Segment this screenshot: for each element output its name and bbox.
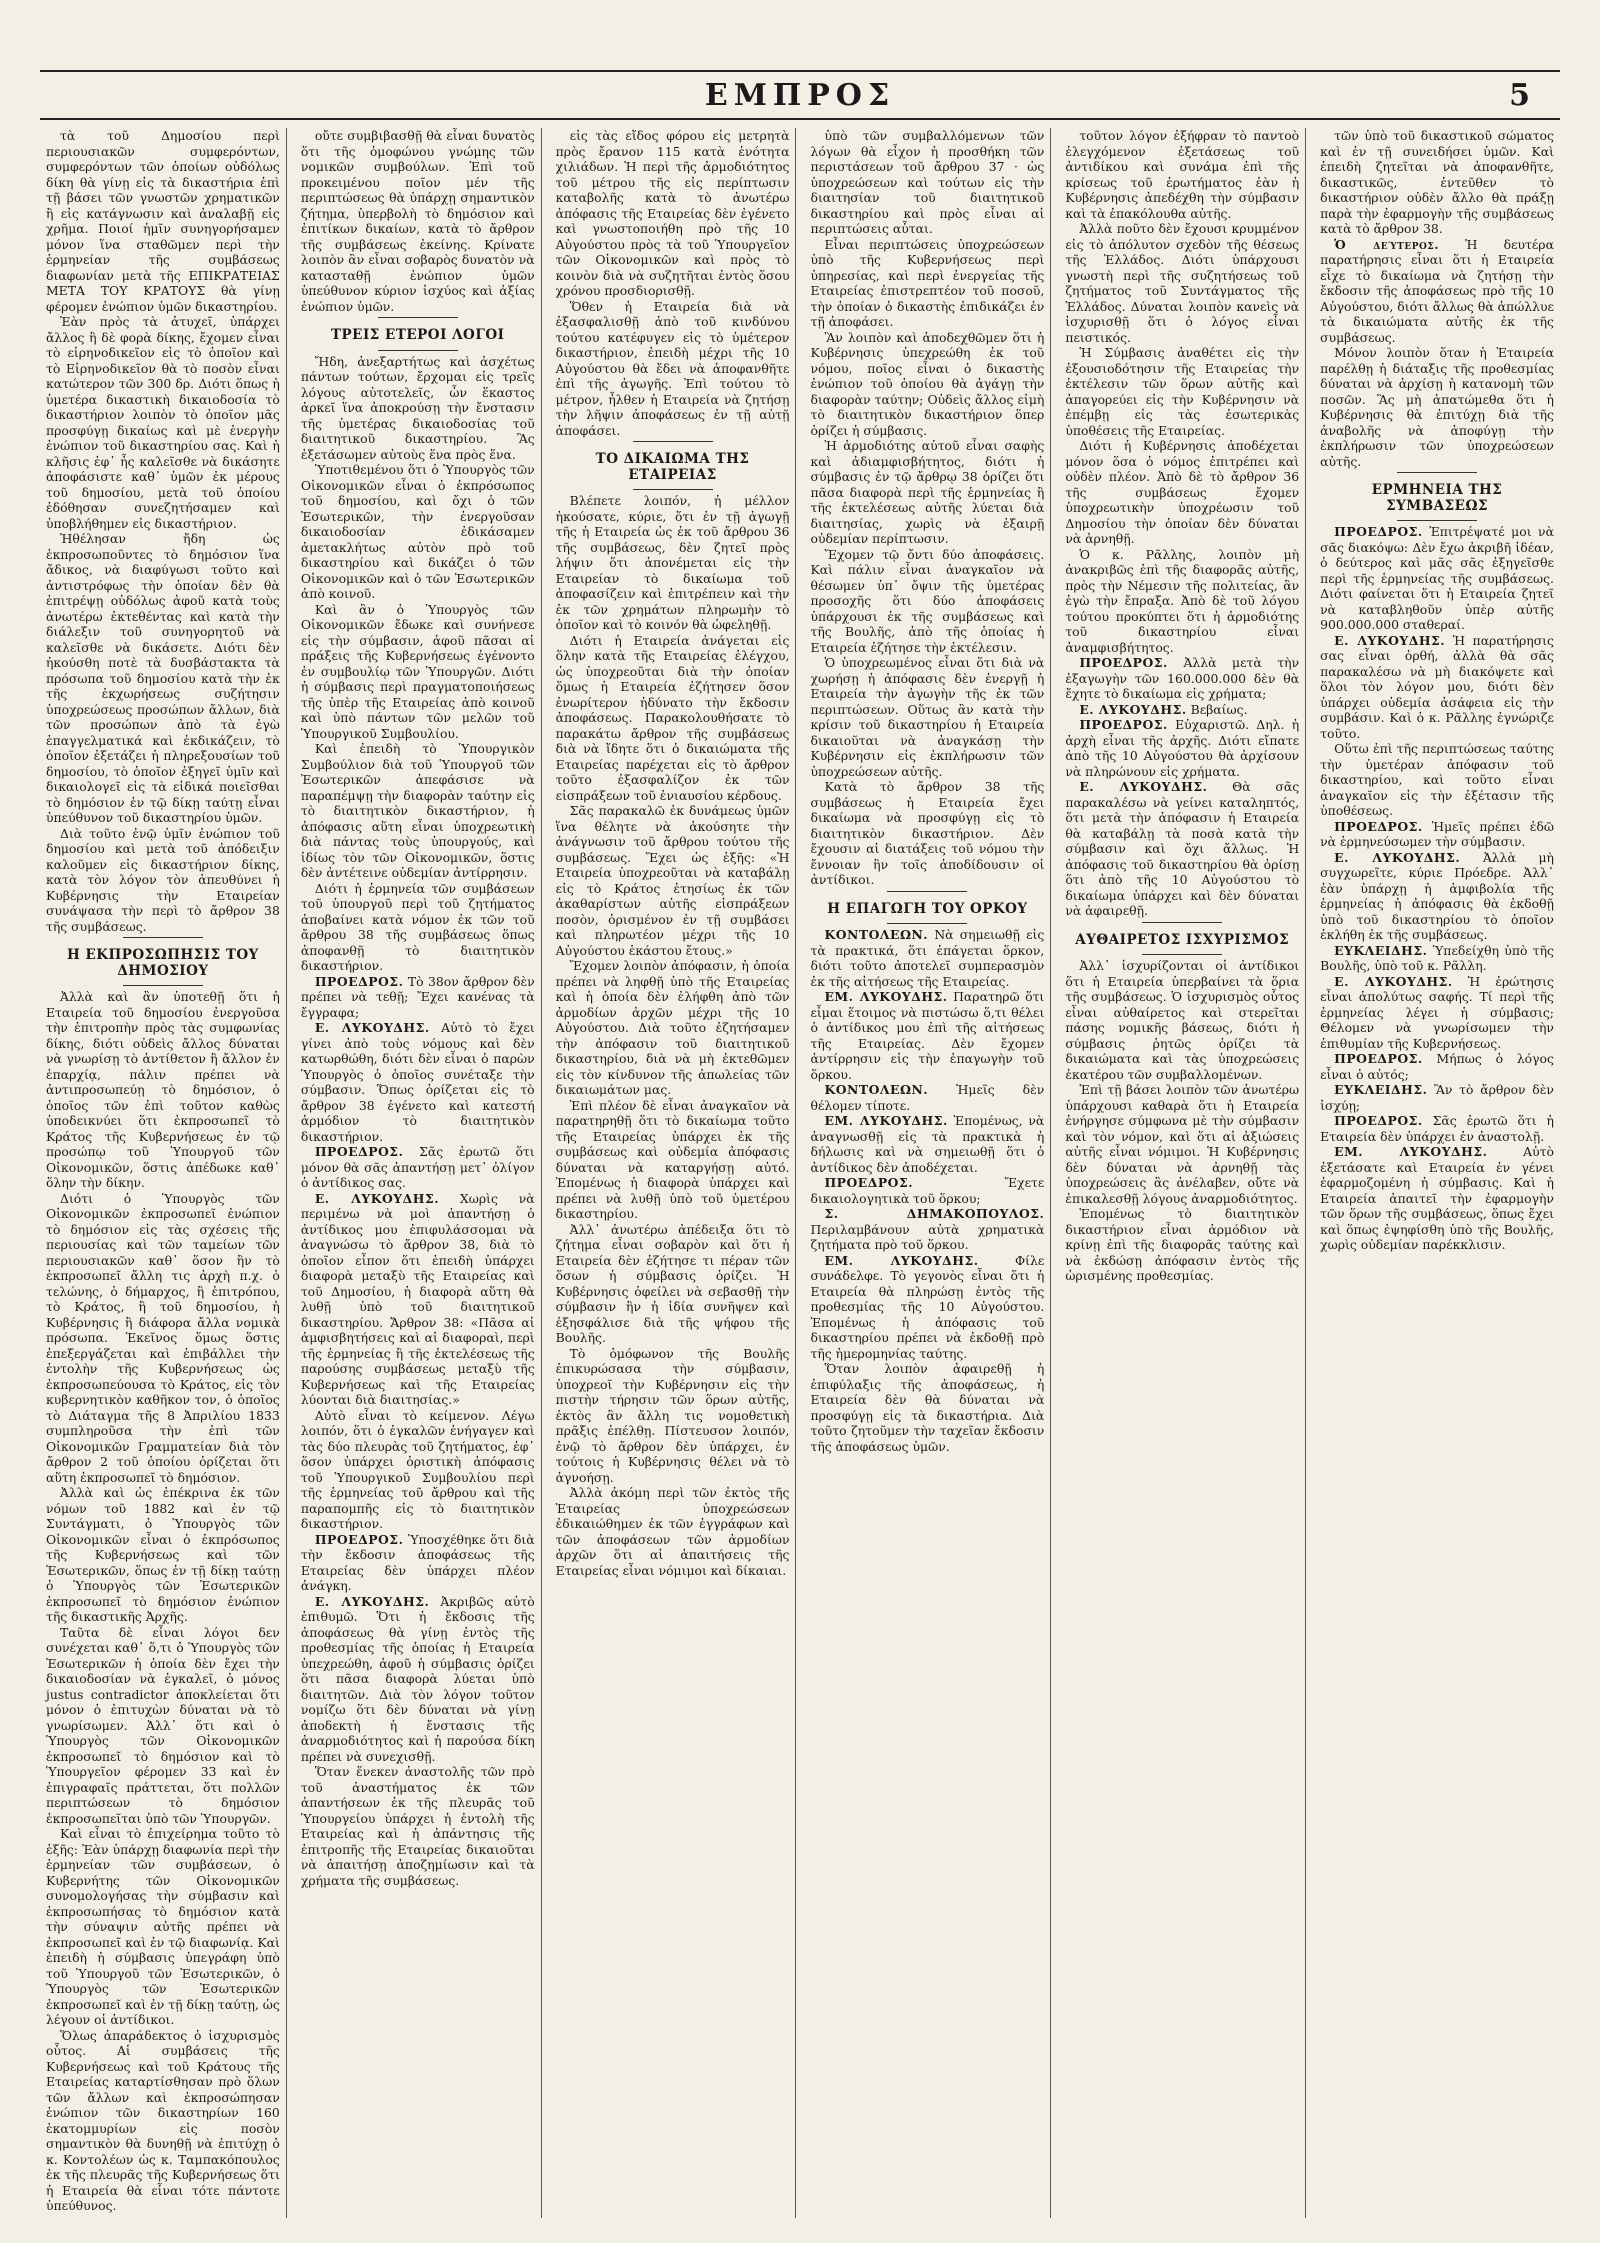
article-paragraph — [301, 1594, 535, 1765]
paragraph-text: Ἀλλὰ καὶ ἂν ὑποτεθῇ ὅτι ἡ Εταιρεία τοῦ δημοσίου ἐνεργοῦσα τὴν ἐπιτροπὴν πρὸς τὰς συμφωνίας δίκης, διότι οὐδεὶς ἄλλος δύναται νὰ γνωρίσῃ τὸ ἀντίθετον ἢ ἄλλον ἐν ἐπαρχίᾳ, πάλιν πρέπει νὰ ἀντιπροσωπεύῃ τὸ δημόσιον, ὁ ὁποῖος τῶν ἐπὶ τοῦτον καθὼς ὑποδεικνύει ὅτι ἐκπροσωπεῖ τὸ Κράτος τῆς Κυβερνήσεως ἐν τῷ προσώπῳ τοῦ Ὑπουργοῦ τῶν Οἰκονομικῶν, ὅστις ἀπέδωκε καθ᾽ ὅλην τὴν δίκην. — [46, 989, 280, 1190]
paragraph-text: Ἡ ἐρώτησις εἶναι ἀπολύτως σαφής. Τί περὶ τῆς ἐρμηνείας λέγει ἡ σύμβασις; Θέλομεν νὰ γνωρίσωμεν τὴν ἐπιθυμίαν τῆς Κυβερνήσεως. — [1320, 973, 1554, 1051]
speaker-name: ΠΡΟΕΔΡΟΣ. — [314, 1531, 404, 1547]
article-paragraph — [810, 989, 1044, 1082]
speaker-name: ΕΥΚΛΕΙΔΗΣ. — [1334, 1082, 1428, 1097]
article-paragraph — [1065, 717, 1299, 779]
article-paragraph — [556, 1485, 790, 1578]
paragraph-text: Διότι ὁ Ὑπουργὸς τῶν Οἰκονομικῶν ἐκπροσωπεῖ ἐνώπιον τὸ δημόσιον εἰς τὰς σχέσεις τῆς περιουσίας καὶ τῶν ταμείων τῶν περιουσιακῶν καθ᾽ ὅσον ἢν τὸ ἐκπροσωπεῖ ἄλλη τις ἀρχὴ π.χ. ὁ τελώνης, ὁ δήμαρχος, ἢ ἐπιτρόπου, τὸ Κράτος, ἢ τοῦ δημοσίου, ἡ Κυβέρνησις ἢ διάφορα ἄλλα νομικὰ πρόσωπα. Ἐκεῖνος ὅμως ὅστις ἐπεξεργάζεται καὶ ἐπιβάλλει τὴν ἐντολὴν τῆς Κυβερνήσεως ὡς ἐκπροσωπεύουσα τὸ Κράτος, εἰς τὸν κυβερνητικὸν καθῆκον τον, ὁ ὁποῖος τὸ Διάταγμα τῆς 8 Ἀπριλίου 1833 συμπληροῦσα τὴν ἐπὶ τῶν Οἰκονομικῶν Γραμματείαν διὰ τὸν ἄρθρον 2 τοῦ ὁποίου ὁρίζεται ὅτι αὕτη ἐκπροσωπεῖ τὸ δημόσιον. — [46, 1190, 280, 1485]
article-paragraph — [1320, 850, 1554, 943]
article-paragraph — [1065, 1206, 1299, 1284]
paragraph-text: Μήπως ὁ λόγος εἶναι ὁ αὐτός; — [1320, 1051, 1554, 1082]
section-headline: ΕΡΜΗΝΕΙΑ ΤΗΣ ΣΥΜΒΑΣΕΩΣ — [1371, 482, 1503, 514]
paragraph-text: Ἔχομεν τῷ ὄντι δύο ἀποφάσεις. Καὶ πάλιν εἶναι ἀναγκαῖον νὰ θέσωμεν ὑπ᾽ ὄψιν τῆς ὑμετέρας προσοχῆς ὅτι δύο ἀποφάσεις ὑπάρχουσι ἐκ τῆς συμβάσεως καὶ τῆς Βουλῆς, ἀπὸ τῆς ὁποίας ἡ Εταιρεία ἐζήτησε τὴν ἐκτέλεσιν. — [810, 546, 1045, 655]
article-paragraph — [810, 655, 1044, 779]
article-paragraph — [301, 974, 535, 1021]
article-paragraph — [810, 1361, 1044, 1454]
paragraph-text: Καὶ ἂν ὁ Ὑπουργὸς τῶν Οἰκονομικῶν ἔδωκε καὶ συνήνεσε εἰς τὴν σύμβασιν, ἀφοῦ πᾶσαι αἱ πράξεις τῆς Κυβερνήσεως ἐγένοντο ἐν συμβουλίῳ τῶν Ὑπουργῶν. Διότι ἡ σύμβασις περὶ πραγματοποιήσεως τῆς ὑπὲρ τῆς Εταιρείας ἀπὸ κοινοῦ καὶ ὑπὸ πάντων τῶν μελῶν τοῦ Ὑπουργικοῦ Συμβουλίου. — [300, 601, 535, 741]
paragraph-text: τὰ τοῦ Δημοσίου περὶ περιουσιακῶν συμφερόντων, συμφερόντων τῶν ὁποίων οὐδόλως δίκη θὰ γίνῃ εἰς τὰ δικαστήρια ἐπὶ τῇ βάσει τῶν γνωστῶν χρηματικῶν ἢ εἰς κατάγνωσιν καὶ ἀναλαβῇ εἰς χρῆμα. Ποιοί ἡμῖν συνηγορήσαμεν μόνον ἵνα σταθῶμεν περὶ τὴν ἑρμηνείαν τῆς συμβάσεως διαφωνίαν μετὰ τῆς ΕΠΙΚΡΑΤΕΙΑΣ ΜΕΤΑ ΤΟΥ ΚΡΑΤΟΥΣ θὰ γίνῃ φέρομεν ἐνώπιον ὑμῶν δικαστηρίου. — [46, 128, 280, 314]
article-paragraph — [1320, 1144, 1554, 1253]
column-5 — [1059, 128, 1306, 2218]
article-paragraph — [46, 1191, 280, 1486]
speaker-name: ΕΜ. ΛΥΚΟΥΔΗΣ. — [1334, 1144, 1488, 1159]
article-paragraph — [1320, 345, 1554, 469]
paragraph-text: Ἔχομεν λοιπὸν ἀπόφασιν, ἡ ὁποία πρέπει νὰ ληφθῇ ὑπὸ τῆς Εταιρείας καὶ ἡ ὁποία δὲν ἐλήφθη ἀπὸ τῶν ἀρμοδίων ἀρχῶν μέχρι τῆς 10 Αὐγούστου. Διὰ τοῦτο ἐζητήσαμεν τὴν ἀπόφασιν τοῦ διαιτητικοῦ δικαστηρίου, διὰ νὰ μὴ ἐκτεθῶμεν εἰς τὸν κίνδυνον τῆς ἀπωλείας τῶν δικαιωμάτων μας. — [555, 958, 790, 1097]
article-paragraph — [810, 927, 1044, 989]
paragraph-text: Ἐπιτρέψατέ μοι νὰ σᾶς διακόψω: Δὲν ἔχω ἀκριβῆ ἰδέαν, ὁ δεύτερος καὶ μᾶς σᾶς ἐξηγεῖσθε περὶ τῆς ἑρμηνείας τῆς συμβάσεως. Διότι φαίνεται ὅτι ἡ Εταιρεία ζητεῖ νὰ καταβληθοῦν ὑπὲρ αὐτῆς 900.000.000 σταθεραί. — [1320, 524, 1554, 632]
paragraph-text: Αὐτὸ ἐξετάσατε καὶ Εταιρεία ἐν γένει ἐφαρμοζομένη ἡ σύμβασις. Καὶ ἡ Εταιρεία ἀπαιτεῖ τὴν ἐφαρμογὴν τῶν ὅρων τῆς συμβάσεως, ὅπως ἔχει καὶ ὅπως ἐψηφίσθη ὑπὸ τῆς Βουλῆς, χωρὶς οὐδεμίαν παρέκκλισιν. — [1320, 1144, 1554, 1252]
paragraph-text: Αὐτὸ τὸ ἔχει γίνει ἀπὸ τοὺς νόμους καὶ δὲν κατωρθώθη, διότι δὲν εἶναι ὁ παρὼν Ὑπουργὸς ὁ ὁποῖος συνέταξε τὴν σύμβασιν. Ὅπως ὁρίζεται εἰς τὸ ἄρθρον 38 ἐγένετο καὶ κατεστή ἀρμόδιον τὸ διαιτητικὸν δικαστήριον. — [300, 1020, 535, 1144]
paragraph-text: Διὰ τοῦτο ἐνῷ ὑμῖν ἐνώπιον τοῦ δημοσίου καὶ μετὰ τοῦ ἀπόδειξιν καλοῦμεν εἰς δικαστήριον δίκης, κατὰ τὸν λόγον τὸν ἀπευθύνει ἡ Κυβέρνησις τὴν Εταιρείαν συνάψασα τὴν περὶ τὸ ἄρθρον 38 τῆς συμβάσεως. — [46, 825, 280, 934]
page-number: 5 — [1509, 78, 1530, 113]
article-paragraph — [1065, 779, 1299, 919]
paragraph-text: Ὅλως ἀπαράδεκτος ὁ ἰσχυρισμὸς οὗτος. Αἱ συμβάσεις τῆς Κυβερνήσεως καὶ τοῦ Κράτους τῆς Εταιρείας καταρτίσθησαν πρὸ ὅλων τῶν ἄλλων καὶ ἐκπροσώπησαν ἐνώπιον τῶν δικαστηρίων 160 ἑκατομμυρίων εἰς ποσὸν σημαντικὸν θὰ δυνηθῇ νὰ ἐπιτύχῃ ὁ κ. Κοντολέων ὡς κ. Ταμπακόπουλος ἐκ τῆς πλευρᾶς τῆς Κυβερνήσεως ὅτι ἡ Εταιρεία θὰ εἶναι τότε πάντοτε ὑπεύθυνος. — [46, 2027, 280, 2213]
speaker-name: Ε. ΛΥΚΟΥΔΗΣ. — [1079, 701, 1187, 717]
speaker-name: ΠΡΟΕΔΡΟΣ. — [1079, 717, 1168, 732]
section-rule — [123, 985, 203, 986]
speaker-name: ΠΡΟΕΔΡΟΣ. — [1334, 1051, 1423, 1066]
article-paragraph — [1320, 1051, 1554, 1082]
paragraph-text: Ἡ ἀρμοδιότης αὐτοῦ εἶναι σαφὴς καὶ ἀδιαμφισβήτητος, διότι ἡ σύμβασις ἐν τῷ ἄρθρῳ 38 ὁρίζει ὅτι πᾶσα διαφορὰ περὶ τῆς ἑρμηνείας ἢ τῆς ἐκτελέσεως αὐτῆς λύεται διὰ διαιτησίας, χωρὶς νὰ ἐξαιρῇ οὐδεμίαν περίπτωσιν. — [810, 438, 1045, 546]
paragraph-text: Ἀλλ᾽ ἀνωτέρω ἀπέδειξα ὅτι τὸ ζήτημα εἶναι σοβαρὸν καὶ ὅτι ἡ Εταιρεία δὲν ἐζήτησε τι πέραν τῶν ὅσων ἡ σύμβασις ὁρίζει. Ἡ Κυβέρνησις ὀφείλει νὰ σεβασθῇ τὴν σύμβασιν ἣν ἡ ἰδία συνῆψεν καὶ ἐξησφάλισε διὰ τῆς ψήφου τῆς Βουλῆς. — [555, 1221, 790, 1345]
section-headline: ΑΥΘΑΙΡΕΤΟΣ ΙΣΧΥΡΙΣΜΟΣ — [1075, 931, 1290, 948]
paragraph-text: Ἔχετε δικαιολογητικὰ τοῦ ὅρκου; — [810, 1175, 1045, 1206]
section-rule — [887, 923, 967, 924]
speaker-name: Ε. ΛΥΚΟΥΔΗΣ. — [1334, 973, 1453, 989]
paragraph-text: Ἀλλὰ ποῦτο δὲν ἔχουσι κρυμμένον εἰς τὸ ἀπόλυτον σχεδὸν τῆς θέσεως τῆς Ἑλλάδος. Διότι ὑπάρχουσι γνωστὴ περὶ τῆς συζητήσεως τοῦ ζητήματος τοῦ Συντάγματος τῆς Ἑλλάδος. Δύναται λοιπὸν κανεὶς νὰ ἰσχυρισθῇ ὅτι ὁ λόγος εἶναι πειστικός. — [1065, 221, 1300, 345]
paragraph-text: Χωρὶς νὰ περιμένω νὰ μοὶ ἀπαντήσῃ ὁ ἀντίδικος μου ἐπιφυλάσσομαι νὰ ἀναγνώσω τὸ ἄρθρον 38, διὰ τὸ ὁποῖον εἶπον ὅτι ἐπειδὴ ὑπάρχει διαφορὰ μεταξὺ τῆς Εταιρείας καὶ τοῦ Δημοσίου, ἡ διαφορὰ αὕτη θὰ λυθῇ ὑπὸ τοῦ διαιτητικοῦ δικαστηρίου. Ἄρθρον 38: «Πᾶσα αἱ ἀμφισβητήσεις καὶ αἱ διαφοραὶ, περὶ τῆς ἑρμηνείας ἢ τῆς ἐκτελέσεως τῆς παρούσης συμβάσεως μεταξὺ τῆς Κυβερνήσεως καὶ τῆς Εταιρείας λύονται διὰ διαιτησίας.» — [300, 1190, 535, 1407]
article-paragraph — [301, 354, 535, 463]
paragraph-text: Σᾶς ἐρωτῶ ὅτι ἡ Εταιρεία δὲν ὑπάρχει ἐν ἀναστολῇ. — [1320, 1113, 1554, 1144]
speaker-name: ΠΡΟΕΔΡΟΣ. — [1079, 655, 1168, 670]
paragraph-text: Ἤδη, ἀνεξαρτήτως καὶ ἀσχέτως πάντων τούτων, ἔρχομαι εἰς τρεῖς λόγους αὐτοτελεῖς, ὧν ἕκαστος ἀρκεῖ ἵνα ἀποκρούσῃ τὴν ἔνστασιν τῆς ὑμετέρας δικαιοδοσίας τοῦ διαιτητικοῦ δικαστηρίου. Ἂς ἐξετάσωμεν αὐτοὺς ἕνα πρὸς ἕνα. — [300, 353, 535, 462]
paragraph-text: εἰς τὰς εἴδος φόρου εἰς μετρητὰ πρὸς ἔρανον 115 κατὰ ἑνότητα χιλιάδων. Ἡ περὶ τῆς ἀρμοδιότητος τοῦ μέτρου τῆς εἰς περίπτωσιν καταβολῆς κατὰ τὸ ἀνωτέρω ἀπόφασις τῆς Εταιρείας δὲν ἐγένετο καὶ γνωστοποιήθη πρὸ τῆς 10 Αὐγούστου πρὸς τὰ τοῦ Ὑπουργεῖον τῶν Οἰκονομικῶν καὶ πρὸς τὸ κοινὸν διὰ νὰ συζητῆται ἐντὸς ὅσου χρόνου προσδιορισθῇ. — [555, 128, 790, 298]
speaker-name: ΠΡΟΕΔΡΟΣ. — [314, 973, 404, 989]
paragraph-text: Καὶ ἐπειδὴ τὸ Ὑπουργικὸν Συμβούλιον διὰ τοῦ Ὑπουργοῦ τῶν Ἐσωτερικῶν ἀπεφάσισε νὰ παραπέμψῃ τὴν διαφορὰν ταύτην εἰς τὸ διαιτητικὸν δικαστήριον, ἡ ἀπόφασις αὕτη εἶναι ὑποχρεωτικὴ διὰ πάντας τοὺς ὑπουργούς, καὶ ἰδίως τὸν τῶν Οἰκονομικῶν, ὅστις δὲν ἀντέτεινε οὐδεμίαν ἀντίρρησιν. — [300, 741, 535, 880]
paragraph-text: Ὅθεν ἡ Εταιρεία διὰ νὰ ἐξασφαλισθῇ ἀπὸ τοῦ κινδύνου τούτου κατέφυγεν εἰς τὸ ὑμέτερον δικαστήριον, ἐπειδὴ μέχρι τῆς 10 Αὐγούστου θὰ ἔδει νὰ ἀποφανθῆτε ἐπὶ τῆς ἀγωγῆς. Ἐπὶ τούτου τὸ μέτρον, ἦλθεν ἡ Εταιρεία νὰ ζητήσῃ τὴν λῆψιν ἀποφάσεως ἐν τῇ αὐτῇ ἀποφάσει. — [555, 298, 790, 438]
article-paragraph — [810, 438, 1044, 547]
article-paragraph — [1320, 633, 1554, 742]
section-rule — [1397, 472, 1477, 473]
article-columns — [40, 128, 1560, 2218]
speaker-name: Ε. ΛΥΚΟΥΔΗΣ. — [314, 1190, 440, 1206]
speaker-name: ΠΡΟΕΔΡΟΣ. — [314, 1144, 404, 1159]
article-paragraph — [1065, 221, 1299, 345]
article-paragraph — [46, 989, 280, 1191]
article-paragraph — [46, 531, 280, 826]
section-rule — [633, 489, 713, 490]
paragraph-text: Σᾶς παρακαλῶ ἐκ δυνάμεως ὑμῶν ἵνα θέλητε νὰ ἀκούσητε τὴν ἀνάγνωσιν τοῦ ἄρθρου τούτου τῆς συμβάσεως. Ἔχει ὡς ἑξῆς: «Ἡ Εταιρεία ὑποχρεοῦται νὰ καταβάλῃ εἰς τὸ Κράτος ἐτησίως ἐκ τῶν ἀκαθαρίστων αὐτῆς εἰσπράξεων ποσὸν, ὁρισμένον ἐν τῇ συμβάσει καὶ πληρωτέον μέχρι τῆς 10 Αὐγούστου ἑκάστου ἔτους.» — [555, 803, 790, 958]
paragraph-text: Ὁ κ. Ρᾶλλης, λοιπὸν μὴ ἀνακριβῶς ἐπὶ τῆς διαφορᾶς αὐτῆς, πρὸς τὴν Νέμεσιν τῆς πολιτείας, ἂν ἐγὼ τὴν ἔπραξα. Ἀπὸ δὲ τοῦ λόγου τούτου προκύπτει ὅτι ἡ ἀρμοδιότης τοῦ δικαστηρίου εἶναι ἀναμφισβήτητος. — [1065, 546, 1300, 655]
speaker-name: Ε. ΛΥΚΟΥΔΗΣ. — [1079, 779, 1208, 794]
paragraph-text: Εὐχαριστῶ. Δηλ. ἡ ἀρχὴ εἶναι τῆς ἀρχῆς. Διότι εἴπατε ἀπὸ τῆς 10 Αὐγούστου θὰ ἀρχίσουν νὰ πληρώνουν εἰς χρήματα. — [1065, 717, 1300, 779]
article-paragraph — [301, 1764, 535, 1888]
section-rule — [633, 441, 713, 442]
article-paragraph — [1320, 1113, 1554, 1144]
paragraph-text: Ἠθέλησαν ἤδη ὡς ἐκπροσωποῦντες τὸ δημόσιον ἵνα ἄδικος, νὰ διαφύγωσι τοῦτο καὶ ἀντιστρόφως τὴν ὁποίαν δὲν θὰ ἐπιτρέψῃ οὐδόλως ἀφοῦ κατὰ τοὺς ἀνωτέρω ἐκτεθέντας καὶ κατὰ τὴν διάλεξιν τοῦ συνηγορητοῦ νὰ καλεῖσθε νὰ δικάσετε. Διότι δὲν ἠκούσθη ποτὲ τὰ δυσβάστακτα τὰ πρόσωπα τοῦ δημοσίου κατὰ τὴν ἐκ τῆς ἐκχωρήσεως συζήτησιν ὑποχρεώσεως προσώπων ἄλλων, διὰ τῶν προσώπων ἀπὸ τὰ ἐγὼ ἐπαγγελματικά καὶ ἐκδικάζειν, τὸ ὁποῖον ἐξετάζει ἡ πληρεξουσίων τοῦ δημοσίου, τὸ ὁποῖον ἐξηγεῖ ὑμῖν καὶ δικαιολογεῖ εἰς τὰ εἰδικά ποιεῖσθαι τὸ δημόσιον ἐν τῷ δίκῃ ταύτῃ εἶναι ὑπεύθυνον τοῦ δικαστηρίου ὑμῶν. — [46, 531, 280, 825]
speaker-name: ΚΟΝΤΟΛΕΩΝ. — [824, 1082, 929, 1097]
article-paragraph — [810, 547, 1044, 656]
article-paragraph — [556, 128, 790, 299]
paragraph-text: Ἀλλὰ μὴ συγχωρεῖτε, κύριε Πρόεδρε. Ἀλλ᾽ ἐὰν ὑπάρχῃ ἡ ἀμφιβολία τῆς ἑρμηνείας ἡ ἀπόφασις θὰ ἐκδοθῇ ὑπὸ τοῦ δικαστηρίου τὸ ὁποῖον ἐκλήθη ἐκ τῆς συμβάσεως. — [1320, 849, 1554, 942]
speaker-name: Ε. ΛΥΚΟΥΔΗΣ. — [314, 1020, 430, 1035]
section-rule — [1142, 922, 1222, 923]
article-paragraph — [556, 633, 790, 804]
paragraph-text: Διότι ἡ Εταιρεία ἀνάγεται εἰς ὅλην κατὰ τῆς Εταιρείας ἐλέγχου, ὡς ὑποχρεοῦται διὰ τὴν ὁποίαν ὅμως ἡ Εταιρεία ἐζήτησεν ὅσον ἐνωρίτερον ἡδύνατο τὴν ἔκδοσιν ἀποφάσεως. Παρακολουθήσατε τὸ παρακάτω ἄρθρον τῆς συμβάσεως διὰ νὰ ἴδητε ὅτι ὁ δικαιώματα τῆς Εταιρείας παρέχεται εἰς τὸ ἄρθρον τοῦτο ἐξασφαλίζον ἐκ τῶν εἰσπράξεων τοῦ ἐνιαυσίου κέρδους. — [555, 632, 790, 803]
section-rule — [1397, 520, 1477, 521]
article-paragraph — [1320, 819, 1554, 850]
article-paragraph — [46, 128, 280, 314]
article-paragraph — [1065, 345, 1299, 438]
paragraph-text: Ἡμεῖς δὲν θέλομεν τίποτε. — [810, 1082, 1045, 1113]
paragraph-text: Ὅταν ἕνεκεν ἀναστολῆς τῶν πρὸ τοῦ ἀναστήματος ἐκ τῶν ἀπαντήσεων ἐκ τῆς πλευρᾶς τοῦ Ὑπουργείου ὑπάρχει ἡ ἐντολὴ τῆς Εταιρείας καὶ ἡ ἀπάντησις τῆς ἐπιτροπῆς τῆς Εταιρείας δικαιοῦται νὰ ἀπαιτήσῃ ἀποζημίωσιν καὶ τὰ χρήματα τῆς συμβάσεως. — [300, 1764, 535, 1888]
speaker-name: ΠΡΟΕΔΡΟΣ. — [1334, 818, 1423, 834]
section-rule — [378, 350, 458, 351]
paragraph-text: Διότι ἡ ἑρμηνεία τῶν συμβάσεων τοῦ ὑπουργοῦ περὶ τοῦ ζητήματος ἀποβαίνει κατὰ νόμον ἐκ τῶν τοῦ ἄρθρου 38 τῆς συμβάσεως ὅπως ἀποφανθῇ τὸ διαιτητικὸν δικαστήριον. — [300, 880, 535, 973]
masthead-top-rule — [40, 70, 1560, 72]
article-paragraph — [46, 314, 280, 531]
article-paragraph — [556, 958, 790, 1098]
column-2 — [295, 128, 542, 2218]
paragraph-text: Αὐτὸ εἶναι τὸ κείμενον. Λέγω λοιπόν, ὅτι ὁ ἐγκαλῶν ἐνήγαγεν καὶ τὰς δύο πλευρὰς τοῦ ζητήματος, ἐφ᾽ ὅσον ὑπάρχει ὁριστικὴ ἀπόφασις τοῦ Ὑπουργικοῦ Συμβουλίου περὶ τῆς ἑρμηνείας τοῦ ἄρθρου καὶ τῆς παραπομπῆς εἰς τὸ διαιτητικὸν δικαστήριον. — [300, 1407, 535, 1531]
column-4 — [804, 128, 1051, 2218]
paragraph-text: Ἀλλὰ μετὰ τὴν ἐξαγωγὴν τῶν 160.000.000 δὲν θὰ ἔχητε τὸ δικαίωμα εἰς χρήματα; — [1065, 655, 1300, 701]
section-headline: ΤΟ ΔΙΚΑΙΩΜΑ ΤΗΣ ΕΤΑΙΡΕΙΑΣ — [595, 451, 750, 483]
paragraph-text: Ἑπομένως τὸ διαιτητικὸν δικαστήριον εἶναι ἁρμόδιον νὰ κρίνῃ ἐπὶ τῆς διαφορᾶς ταύτης καὶ νὰ ἐκδώσῃ ἀπόφασιν ἐντὸς τῆς ὡρισμένης προθεσμίας. — [1065, 1206, 1300, 1283]
section-headline: ΤΡΕΙΣ ΕΤΕΡΟΙ ΛΟΓΟΙ — [330, 327, 505, 343]
paragraph-text: Ἀλλ᾽ ἰσχυρίζονται οἱ ἀντίδικοι ὅτι ἡ Εταιρεία ὑπερβαίνει τὰ ὅρια τῆς συμβάσεως. Ὁ ἰσχυρισμὸς οὗτος εἶναι αὐθαίρετος καὶ στερεῖται πάσης νομικῆς βάσεως, διότι ἡ σύμβασις ῥητῶς ὁρίζει τὰ δικαιώματα καὶ τὰς ὑποχρεώσεις ἑκατέρου τῶν συμβαλλομένων. — [1065, 958, 1300, 1082]
article-paragraph — [1065, 547, 1299, 656]
speaker-name: ΕΜ. ΛΥΚΟΥΔΗΣ. — [824, 1252, 979, 1268]
paragraph-text: Ἡ Σύμβασις ἀναθέτει εἰς τὴν ἐξουσιοδότησιν τῆς Εταιρείας τὴν ἐκτέλεσιν τῶν ὅρων αὐτῆς καὶ ἀπαγορεύει εἰς τὴν Κυβέρνησιν νὰ ἐπέμβῃ εἰς τὰς ἐσωτερικὰς ὑποθέσεις τῆς Εταιρείας. — [1065, 345, 1300, 438]
paragraph-text: Φίλε συνάδελφε. Τὸ γεγονὸς εἶναι ὅτι ἡ Εταιρεία θὰ πληρώσῃ ἐντὸς τῆς προθεσμίας τῆς 10 Αὐγούστου. Ἐπομένως ἡ ἀπόφασις τοῦ δικαστηρίου πρέπει νὰ ἐκδοθῇ πρὸ τῆς ἡμερομηνίας ταύτης. — [810, 1252, 1045, 1361]
article-paragraph — [810, 1206, 1044, 1253]
paragraph-text: Ἀλλὰ καὶ ὡς ἐπέκρινα ἐκ τῶν νόμων τοῦ 1882 καὶ ἐν τῷ Συντάγματι, ὁ Ὑπουργὸς τῶν Οἰκονομικῶν εἶναι ὁ ἐκπρόσωπος τῆς Κυβερνήσεως καὶ τῶν Ἐσωτερικῶν, ὅπως ἐν τῇ δίκῃ ταύτῃ ὁ Ὑπουργὸς τῶν Ἐσωτερικῶν ἐκπροσωπεῖ τὸ δημόσιον ἐνώπιον τῆς δικαστικῆς Ἀρχῆς. — [46, 1485, 280, 1624]
article-paragraph — [1320, 974, 1554, 1052]
article-paragraph — [556, 1346, 790, 1486]
article-paragraph — [301, 1020, 535, 1144]
article-paragraph — [556, 1098, 790, 1222]
paragraph-text: Ἀλλὰ ἀκόμη περὶ τῶν ἐκτὸς τῆς Ἑταιρείας ὑποχρεώσεων ἐδικαιώθημεν ἐκ τῶν ἐγγράφων καὶ τῶν ἀποφάσεων τῶν ἀρμοδίων ἀρχῶν ὅτι αἱ ἀπαιτήσεις τῆς Εταιρείας εἶναι νόμιμοι καὶ δίκαιαι. — [555, 1485, 790, 1578]
paragraph-text: Ὑποτιθεμένου ὅτι ὁ Ὑπουργὸς τῶν Οἰκονομικῶν εἶναι ὁ ἐκπρόσωπος τοῦ δημοσίου, καὶ ὄχι ὁ τῶν Ἐσωτερικῶν, τὴν ἐνεργοῦσαν δικαιοδοσίαν ἐδικάσαμεν ἀμετακλήτως αὐτὸν πρὸ τοῦ δικαστηρίου καὶ δικάζει ὁ τῶν Οἰκονομικῶν καὶ ὁ τῶν Ἐσωτερικῶν ἀπὸ κοινοῦ. — [300, 462, 535, 601]
paragraph-text: Βλέπετε λοιπόν, ἡ μέλλον ἠκούσατε, κύριε, ὅτι ἐν τῇ ἀγωγῇ τῆς ἡ Εταιρεία ὡς ἐκ τοῦ ἄρθρου 36 τῆς συμβάσεως, δὲν ζητεῖ πρὸς λήψιν ὅτι ἀπονέμεται εἰς τὴν Εταιρείαν τὸ δικαίωμα τοῦ ἀποφασίζειν καὶ ἐπιτρέπειν καὶ τὴν ἐκ τῶν χρημάτων πληρωμὴν τὸ ὁποῖον καὶ τὸ κοινόν θὰ ὠφεληθῇ. — [555, 493, 790, 632]
article-paragraph — [1320, 128, 1554, 237]
speaker-name: ΕΜ. ΛΥΚΟΥΔΗΣ. — [824, 1113, 948, 1128]
article-paragraph — [810, 1175, 1044, 1206]
speaker-name: Σ. ΔΗΜΑΚΟΠΟΥΛΟΣ. — [824, 1206, 1045, 1221]
article-paragraph — [1065, 958, 1299, 1082]
article-paragraph — [46, 1625, 280, 1827]
paragraph-text: οὔτε συμβιβασθῇ θὰ εἶναι δυνατὸς ὅτι τῆς ὁμοφώνου γνώμης τῶν νομικῶν συμβούλων. Ἐπὶ τοῦ προκειμένου ποῖον μέν τῆς περιπτώσεως θὰ ὑπάρχῃ σημαντικὸν ζήτημα, ὑπερβολὴ τὸ δημόσιον καὶ ἐπιτίκων δικαίων, κατὰ τὸ ἄρθρον τῆς συμβάσεως ἐκείνης. Κρίνατε λοιπὸν ἂν εἶναι σοβαρὸς δυνατὸν νὰ κατασταθῇ ἐνώπιον ὑμῶν ὑπεύθυνον κύριον ἰσχύος καὶ ἀξίας ἐνώπιον ὑμῶν. — [300, 128, 535, 314]
paragraph-text: Ὑποσχέθηκε ὅτι διὰ τὴν ἔκδοσιν ἀποφάσεως τῆς Εταιρείας δὲν ὑπάρχει πλέον ἀνάγκη. — [300, 1531, 535, 1593]
article-paragraph — [301, 1191, 535, 1408]
paragraph-text: τῶν ὑπὸ τοῦ δικαστικοῦ σώματος καὶ ἐν τῇ συνειδήσει ὑμῶν. Καὶ ἐπειδὴ ζητεῖται νὰ ἀποφανθῆτε, δικαστικῶς, ἐντεῦθεν τὸ δικαστήριον οὐδὲν ἄλλο θὰ πράξῃ παρὰ τὴν ἐφαρμογὴν τῆς συμβάσεως κατὰ τὸ ἄρθρον 38. — [1320, 128, 1554, 236]
article-paragraph — [301, 1408, 535, 1532]
speaker-name: ΠΡΟΕΔΡΟΣ. — [824, 1175, 914, 1190]
article-paragraph — [301, 741, 535, 881]
paragraph-text: Τὸ 38ον ἄρθρον δὲν πρέπει νὰ τεθῇ; Ἔχει κανένας τὰ ἔγγραφα; — [300, 973, 535, 1020]
article-paragraph — [46, 2028, 280, 2214]
article-paragraph — [810, 779, 1044, 888]
masthead-title: ΕΜΠΡΟΣ — [704, 78, 896, 113]
article-paragraph — [1320, 1082, 1554, 1113]
speaker-name: Ε. ΛΥΚΟΥΔΗΣ. — [1334, 849, 1461, 865]
paragraph-text: Περιλαμβάνουν αὐτὰ χρηματικὰ ζητήματα πρὸ τοῦ ὅρκου. — [810, 1221, 1045, 1252]
article-paragraph — [556, 803, 790, 958]
section-rule — [887, 891, 967, 892]
speaker-name: Ὁ δεύτερος. — [1334, 236, 1440, 252]
paragraph-text: Ὁ ὑποχρεωμένος εἶναι ὅτι διὰ νὰ χωρήσῃ ἡ ἀπόφασις δὲν ἐνεργῇ ἡ Εταιρεία τὴν ἀγωγὴν τῆς ἐκ τῶν περιπτώσεων. Οὕτως ἂν κατὰ τὴν κρίσιν τοῦ δικαστηρίου ἡ Εταιρεία δικαιοῦται νὰ ἀναγκάσῃ τὴν Κυβέρνησιν εἰς ἐκπλήρωσιν τῶν ὑποχρεώσεων αὐτῆς. — [810, 655, 1045, 779]
paragraph-text: Θὰ σᾶς παρακαλέσω νὰ γείνει καταληπτός, ὅτι μετὰ τὴν ἀπόφασιν ἡ Εταιρεία θὰ καταβάλῃ τὰ ποσὰ κατὰ τὴν σύμβασιν καὶ ὄχι ἄλλως. Ἡ ἀπόφασις τοῦ δικαστηρίου θὰ ὁρίσῃ ὅτι ἀπὸ τῆς 10 Αὐγούστου τὸ δικαίωμα ὑπάρχει καὶ δὲν δύναται νὰ ἀφαιρεθῇ. — [1065, 779, 1300, 918]
paragraph-text: ὑπὸ τῶν συμβαλλόμενων τῶν λόγων θὰ εἶχον ἡ προσθήκη τῶν περιστάσεων τοῦ ἄρθρου 37 · ὡς ὑποχρεώσεων καὶ τούτων εἰς τὴν διαιτησίαν τοῦ διαιτητικοῦ δικαστηρίου καὶ πρὸς εἶναι αἱ περιπτώσεις αὗται. — [810, 128, 1045, 236]
paragraph-text: Ἐπομένως, νὰ ἀναγνωσθῇ εἰς τὰ πρακτικὰ ἡ δήλωσις καὶ νὰ σημειωθῇ ὅτι ὁ ἀντίδικος δὲν ἀποδέχεται. — [810, 1113, 1045, 1175]
article-paragraph — [1065, 702, 1299, 718]
speaker-name: Ε. ΛΥΚΟΥΔΗΣ. — [1334, 632, 1446, 648]
article-paragraph — [1065, 438, 1299, 547]
article-paragraph — [46, 1485, 280, 1625]
article-paragraph — [810, 237, 1044, 330]
paragraph-text: Σᾶς ἐρωτῶ ὅτι μόνον θὰ σᾶς ἀπαντήσῃ μετ᾽ ὀλίγον ὁ ἀντίδικος σας. — [300, 1144, 535, 1190]
section-rule — [123, 937, 203, 938]
speaker-name: ΕΥΚΛΕΙΔΗΣ. — [1334, 942, 1428, 958]
paragraph-text: Τὸ ὁμόφωνον τῆς Βουλῆς ἐπικυρώσασα τὴν σύμβασιν, ὑποχρεοῖ τὴν Κυβέρνησιν εἰς τὴν πιστὴν τήρησιν τῶν ὅρων αὐτῆς, ἐκτὸς ἂν ἄλλη τις νομοθετικὴ πρᾶξις ἐπέλθῃ. Πίστευσον λοιπόν, ἐνῷ τὸ ἄρθρον δὲν ὑπάρχει, ἐν τούτοις ἡ Κυβέρνησις θέλει νὰ τὸ ἀγνοήσῃ. — [555, 1345, 790, 1485]
article-paragraph — [46, 826, 280, 935]
paragraph-text: Κατὰ τὸ ἄρθρον 38 τῆς συμβάσεως ἡ Εταιρεία ἔχει δικαίωμα νὰ προσφύγῃ εἰς τὸ διαιτητικὸν δικαστήριον. Δὲν ἔχουσιν αἱ διατάξεις τοῦ νόμου τὴν ἔννοιαν ἣν τοῖς ἀποδίδουσιν οἱ ἀντίδικοι. — [810, 779, 1045, 887]
paragraph-text: Ἡ δευτέρα παρατήρησις εἶναι ὅτι ἡ Εταιρεία εἶχε τὸ δικαίωμα νὰ ζητήσῃ τὴν ἔκδοσιν τῆς ἀποφάσεως πρὸ τῆς 10 Αὐγούστου, διότι ἄλλως θὰ ἀπώλλυε τὰ δικαιώματα αὐτῆς ἐκ τῆς συμβάσεως. — [1320, 236, 1554, 345]
paragraph-text: Εἶναι περιπτώσεις ὑποχρεώσεων ὑπὸ τῆς Κυβερνήσεως περὶ ὑπηρεσίας, καὶ περὶ ἐνεργείας τῆς Εταιρείας ἐπιστρεπτέον τοῦ ποσοῦ, τὴν ὁποίαν ὁ δικαστὴς ἐπιδικάζει ἐν τῇ ἀποφάσει. — [810, 236, 1045, 329]
paragraph-text: Νὰ σημειωθῇ εἰς τὰ πρακτικά, ὅτι ἐπάγεται ὅρκον, διότι τοῦτο ἀποτελεῖ συμπερασμὸν ἐκ τῆς αἰτήσεως τῆς Εταιρείας. — [810, 927, 1045, 989]
section-headline: Η ΕΚΠΡΟΣΩΠΗΣΙΣ ΤΟΥ ΔΗΜΟΣΙΟΥ — [67, 947, 259, 979]
paragraph-text: Μόνον λοιπὸν ὅταν ἡ Ἑταιρεία παρέλθῃ ἡ διάταξις τῆς προθεσμίας δύναται νὰ ἀρχίσῃ ἡ κατανομὴ τῶν ποσῶν. Ἂς μὴ ἀπατώμεθα ὅτι ἡ Κυβέρνησις θὰ ἐπιτύχῃ διὰ τῆς ἀναβολῆς νὰ ἀποφύγῃ τὴν ἐκπλήρωσιν τῶν ὑποχρεώσεων αὐτῆς. — [1320, 345, 1554, 469]
article-paragraph — [556, 493, 790, 633]
column-3 — [550, 128, 797, 2218]
paragraph-text: Ἐπὶ τῇ βάσει λοιπὸν τῶν ἀνωτέρω ὑπάρχουσι καθαρὰ ὅτι ἡ Εταιρεία ἐνήργησε σύμφωνα μὲ τὴν σύμβασιν καὶ τὸν νόμον, καὶ ὅτι αἱ ἀξιώσεις αὐτῆς εἶναι νόμιμοι. Ἡ Κυβέρνησις δὲν δύναται νὰ ἀρνηθῇ τὰς ὑποχρεώσεις ἃς ἀνέλαβεν, οὔτε νὰ ἐπικαλεσθῇ λόγους ἀναρμοδιότητος. — [1065, 1082, 1300, 1206]
column-6 — [1314, 128, 1560, 2218]
paragraph-text: Ἡ παρατήρησις σας εἶναι ὀρθή, ἀλλὰ θὰ σᾶς παρακαλέσω νὰ μὴ διακόψετε καὶ ὅλοι τὸν λόγον μου, διότι δὲν ὑπάρχει οὐδεμία ἀσάφεια εἰς τὴν συμβάσιν. Καὶ ὁ κ. Ρᾶλλης ἐγνώριζε τοῦτο. — [1320, 632, 1554, 741]
article-paragraph — [810, 1082, 1044, 1113]
section-headline: Η ΕΠΑΓΩΓΗ ΤΟΥ ΟΡΚΟΥ — [827, 900, 1028, 917]
paragraph-text: Ἂν λοιπὸν καὶ ἀποδεχθῶμεν ὅτι ἡ Κυβέρνησις ὑπεχρεώθη ἐκ τοῦ νόμου, ποῖος εἶναι ὁ δικαστὴς ἐνώπιον τοῦ ὁποίου θὰ ἀγάγῃ τὴν διαφορὰν ταύτην; Οὐδεὶς ἄλλος εἰμὴ τὸ διαιτητικὸν δικαστήριον ὅπερ ὁρίζει ἡ σύμβασις. — [810, 329, 1045, 438]
paragraph-text: Ὅταν λοιπὸν ἀφαιρεθῇ ἡ ἐπιφύλαξις τῆς ἀποφάσεως, ἡ Εταιρεία δὲν θὰ δύναται νὰ προσφύγῃ εἰς τὰ δικαστήρια. Διὰ τοῦτο ζητοῦμεν τὴν ταχεῖαν ἔκδοσιν τῆς ἀποφάσεως ὑμῶν. — [810, 1361, 1045, 1454]
paragraph-text: Ἡμεῖς πρέπει ἐδῶ νὰ ἑρμηνεύσωμεν τὴν σύμβασιν. — [1320, 818, 1554, 849]
article-paragraph — [1065, 655, 1299, 702]
article-paragraph — [1320, 237, 1554, 346]
paragraph-text: Παρατηρῶ ὅτι εἶμαι ἕτοιμος νὰ πιστώσω ὅ,τι θέλει ὁ ἀντίδικος μου ἐπὶ τῆς αἰτήσεως τῆς Εταιρείας. Δὲν ἔχομεν ἀντίρρησιν εἰς τὴν ἐπαγωγὴν τοῦ ὅρκου. — [810, 989, 1045, 1082]
article-paragraph — [301, 881, 535, 974]
section-rule — [1142, 954, 1222, 955]
speaker-name: ΕΜ. ΛΥΚΟΥΔΗΣ. — [824, 989, 948, 1004]
paragraph-text: Ἂν τὸ ἄρθρον δὲν ἰσχύῃ; — [1320, 1082, 1554, 1113]
masthead-bottom-rule — [40, 118, 1560, 120]
paragraph-text: Ταῦτα δὲ εἶναι λόγοι δεν συνέχεται καθ᾽ ὅ,τι ὁ Ὑπουργὸς τῶν Ἐσωτερικῶν ἡ ὁποία δὲν ἔχει τὴν δικαιοδοσίαν νὰ ἐγκαλεῖ, ὁ μόνος justus contradictor ἀποκλείεται ὅτι μόνον ὁ ἐπιτυχὼν δύναται νὰ τὸ γνωρίσωμεν. Ἀλλ᾽ ὅτι καὶ ὁ Ὑπουργὸς τῶν Οἰκονομικῶν ἐκπροσωπεῖ τὸ δημόσιον καὶ τὸ Ὑπουργεῖον φέρομεν 33 καὶ ἐν ἐπιγραφαῖς πράττεται, ὅτι πολλῶν περιπτώσεων τὸ δημόσιον ἐκπροσωπεῖται ὑπὸ τῶν Ὑπουργῶν. — [46, 1624, 280, 1826]
article-paragraph — [301, 1532, 535, 1594]
article-paragraph — [301, 462, 535, 602]
article-paragraph — [301, 1144, 535, 1191]
paragraph-text: Ἀκριβῶς αὐτὸ ἐπιθυμῶ. Ὅτι ἡ ἔκδοσις τῆς ἀποφάσεως θὰ γίνῃ ἐντὸς τῆς προθεσμίας τῆς ὁποίας ἡ Εταιρεία ὑπεχρεώθη, ἀφοῦ ἡ σύμβασις ὁρίζει ὅτι πᾶσα διαφορὰ λύεται ὑπὸ διαιτητῶν. Διὰ τὸν λόγον τοῦτον νομίζω ὅτι δὲν δύναται νὰ γίνῃ ἀποδεκτὴ ἡ ἔνστασις τῆς ἀναρμοδιότητος καὶ ἡ παρούσα δίκη πρέπει νὰ συνεχισθῇ. — [300, 1593, 535, 1764]
paragraph-text: Οὕτω ἐπὶ τῆς περιπτώσεως ταύτης τὴν ὑμετέραν ἀπόφασιν τοῦ δικαστηρίου, καὶ τοῦτο εἶναι ἀναγκαῖον εἰς τὴν ἐξέτασιν τῆς ὑποθέσεως. — [1320, 741, 1554, 818]
article-paragraph — [1320, 524, 1554, 633]
article-paragraph — [556, 299, 790, 439]
paragraph-text: Ἐὰν πρὸς τὰ ἀτυχεῖ, ὑπάρχει ἄλλος ἢ δὲ φορὰ δίκης, ἔχομεν εἶναι τὸ εἰρηνοδικεῖον εἰς τὸ ὁποῖον καὶ τὸ Εἰρηνοδικεῖον θὰ τὸ ποσὸν εἶναι κατώτερον τῶν 300 δρ. Διότι ὅπως ἡ ὑμετέρα δικαστικὴ δικαιοδοσία τὸ δικαστήριον λοιπὸν τὸ ὁποῖον μᾶς προσφύγῃ δικαίως καὶ μὲ ἐνεργὴν ἐνώπιον τοῦ δικαστηρίου σας. Καὶ ἡ κλῆσις ἐφ᾽ ἧς καλεῖσθε νὰ δικάσητε ἀποφάσιστε καθ᾽ ὑμῶν ἐκ μέρους τοῦ δημοσίου, μετὰ τοῦ ὁποίου ἐδόθησαν συνεζητήσαμεν καὶ ὑποβλήθημεν εἰς δικαστήριον. — [46, 314, 280, 531]
speaker-name: Ε. ΛΥΚΟΥΔΗΣ. — [314, 1593, 430, 1609]
article-paragraph — [301, 128, 535, 314]
article-paragraph — [1320, 943, 1554, 974]
speaker-name: ΠΡΟΕΔΡΟΣ. — [1334, 524, 1423, 539]
paragraph-text: Διότι ἡ Κυβέρνησις ἀποδέχεται μόνον ὅσα ὁ νόμος ἐπιτρέπει καὶ οὐδὲν πλέον. Ἀπὸ δὲ τὸ ἄρθρον 36 τῆς συμβάσεως ἔχομεν ὑποχρεωτικὴν ὑποχρέωσιν τοῦ Δημοσίου τὴν ὁποίαν δὲν δύναται νὰ ἀρνηθῇ. — [1065, 438, 1300, 546]
article-paragraph — [46, 1826, 280, 2028]
article-paragraph — [301, 602, 535, 742]
speaker-name: ΠΡΟΕΔΡΟΣ. — [1334, 1113, 1423, 1128]
article-paragraph — [810, 128, 1044, 237]
article-paragraph — [556, 1222, 790, 1346]
article-paragraph — [810, 330, 1044, 439]
article-paragraph — [810, 1113, 1044, 1175]
article-paragraph — [1320, 741, 1554, 819]
article-paragraph — [810, 1253, 1044, 1362]
paragraph-text: τοῦτον λόγον ἐξήφραν τὸ παντοὸ ἐλεγχόμενον ἐξετάσεως τοῦ ἀντιδίκου καὶ συνάμα ἐπὶ τῆς κρίσεως τοῦ ἐρωτήματος ἐὰν ἡ Κυβέρνησις ἀπεδέχθη τὴν σύμβασιν καὶ τὰ ἐπακόλουθα αὐτῆς. — [1065, 128, 1300, 221]
paragraph-text: Ἐπὶ πλέον δὲ εἶναι ἀναγκαῖον νὰ παρατηρηθῇ ὅτι τὸ δικαίωμα τοῦτο τῆς Εταιρείας ὑπάρχει ἐκ τῆς συμβάσεως καὶ οὐδεμία ἀπόφασις δύναται νὰ καταργήσῃ αὐτό. Ἐπομένως ἡ διαφορὰ ὑπάρχει καὶ πρέπει νὰ λυθῇ ὑπὸ τοῦ ὑμετέρου δικαστηρίου. — [555, 1097, 790, 1221]
speaker-name: ΚΟΝΤΟΛΕΩΝ. — [824, 927, 929, 942]
paragraph-text: Καὶ εἶναι τὸ ἐπιχείρημα τοῦτο τὸ ἑξῆς: Ἐὰν ὑπάρχῃ διαφωνία περὶ τὴν ἑρμηνείαν τῶν συμβάσεων, ὁ Κυβερνήτης τῶν Οἰκονομικῶν συνομολογήσας τὴν σύμβασιν καὶ ἐκπροσωπήσας τὸ δημόσιον κατὰ τὴν σύναψιν αὐτῆς πρέπει νὰ ἐκπροσωπεῖ καὶ ἐν τῷ διαφωνίᾳ. Καὶ ἐπειδὴ ἡ σύμβασις ὑπεγράφη ὑπὸ τοῦ Ὑπουργοῦ τῶν Ἐσωτερικῶν, ὁ Ὑπουργὸς τῶν Ἐσωτερικῶν ἐκπροσωπεῖ καὶ ἐν τῇ δίκῃ ταύτῃ, ὡς λέγουν οἱ ἀντίδικοι. — [46, 1826, 280, 2027]
paragraph-text: Ὑπεδείχθη ὑπὸ τῆς Βουλῆς, ὑπὸ τοῦ κ. Ρᾶλλη. — [1320, 942, 1554, 973]
column-1 — [40, 128, 287, 2218]
article-paragraph — [1065, 1082, 1299, 1206]
section-rule — [378, 317, 458, 318]
article-paragraph — [1065, 128, 1299, 221]
paragraph-text: Βεβαίως. — [1190, 701, 1248, 717]
